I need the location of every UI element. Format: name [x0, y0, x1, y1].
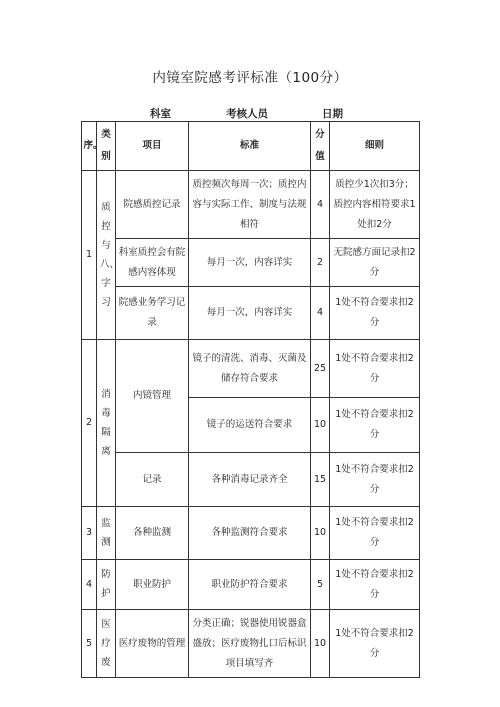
row-seq: 5	[82, 610, 97, 678]
row-detail: 1处不符合要求扣2分	[330, 507, 420, 560]
row-standard: 镜子的运送符合要求	[189, 398, 311, 453]
row-item: 院感质控记录	[116, 171, 189, 239]
table-header-row	[82, 122, 420, 171]
row-score: 5	[311, 560, 330, 610]
row-item: 各种监测	[116, 507, 189, 560]
row-standard: 每月一次，内容详实	[189, 239, 311, 287]
row-score: 4	[311, 287, 330, 340]
row-score: 10	[311, 610, 330, 678]
table-row	[82, 453, 420, 507]
header-score: 分值	[311, 122, 330, 171]
row-standard: 每月一次，内容详实	[189, 287, 311, 340]
table-row	[82, 507, 420, 560]
table-row	[82, 610, 420, 678]
table-row	[82, 560, 420, 610]
row-item: 职业防护	[116, 560, 189, 610]
table-row	[82, 171, 420, 239]
row-detail: 1处不符合要求扣2分	[330, 453, 420, 507]
row-score: 4	[311, 171, 330, 239]
row-detail: 质控少1次扣3分；质控内容相符要求1处扣2分	[330, 171, 420, 239]
row-score: 15	[311, 453, 330, 507]
row-standard: 镜子的清洗、消毒、灭菌及储存符合要求	[189, 340, 311, 398]
table-row	[82, 239, 420, 287]
row-standard: 各种监测符合要求	[189, 507, 311, 560]
header-seq: 序。	[82, 122, 97, 171]
table-row	[82, 340, 420, 398]
assessment-table	[81, 121, 420, 678]
row-category: 医疗废	[97, 610, 116, 678]
row-seq: 1	[82, 171, 97, 340]
row-item: 院感业务学习记录	[116, 287, 189, 340]
row-detail: 1处不符合要求扣2分	[330, 340, 420, 398]
row-item: 科室质控会有院感内容体现	[116, 239, 189, 287]
row-detail: 1处不符合要求扣2分	[330, 398, 420, 453]
table-row	[82, 287, 420, 340]
row-standard: 质控频次每周一次；质控内容与实际工作、制度与法规相符	[189, 171, 311, 239]
row-score: 2	[311, 239, 330, 287]
row-category: 消毒隔离	[97, 340, 116, 507]
row-detail: 无院感方面记录扣2分	[330, 239, 420, 287]
row-score: 10	[311, 507, 330, 560]
row-item: 内镜管理	[116, 340, 189, 453]
row-standard: 分类正确；锐器使用锐器盒盛放；医疗废物扎口后标识项目填写齐	[189, 610, 311, 678]
header-standard: 标准	[189, 122, 311, 171]
row-seq: 2	[82, 340, 97, 507]
date-label: 日期	[322, 108, 343, 120]
row-item: 医疗废物的管理	[116, 610, 189, 678]
row-standard: 各种消毒记录齐全	[189, 453, 311, 507]
row-category: 质控与八、字习	[97, 171, 116, 340]
department-label: 科室	[150, 108, 171, 120]
row-detail: 1处不符合要求扣2分	[330, 560, 420, 610]
assessor-label: 考核人员	[226, 108, 268, 120]
header-item: 项目	[116, 122, 189, 171]
row-seq: 3	[82, 507, 97, 560]
row-standard: 职业防护符合要求	[189, 560, 311, 610]
header-category: 类别	[97, 122, 116, 171]
row-score: 10	[311, 398, 330, 453]
row-seq: 4	[82, 560, 97, 610]
page-title: 内镜室院感考评标准（100分）	[152, 70, 348, 86]
row-detail: 1处不符合要求扣2分	[330, 287, 420, 340]
row-score: 25	[311, 340, 330, 398]
row-category: 防护	[97, 560, 116, 610]
row-item: 记录	[116, 453, 189, 507]
row-category: 监测	[97, 507, 116, 560]
row-detail: 1处不符合要求扣2分	[330, 610, 420, 678]
header-detail: 细则	[330, 122, 420, 171]
